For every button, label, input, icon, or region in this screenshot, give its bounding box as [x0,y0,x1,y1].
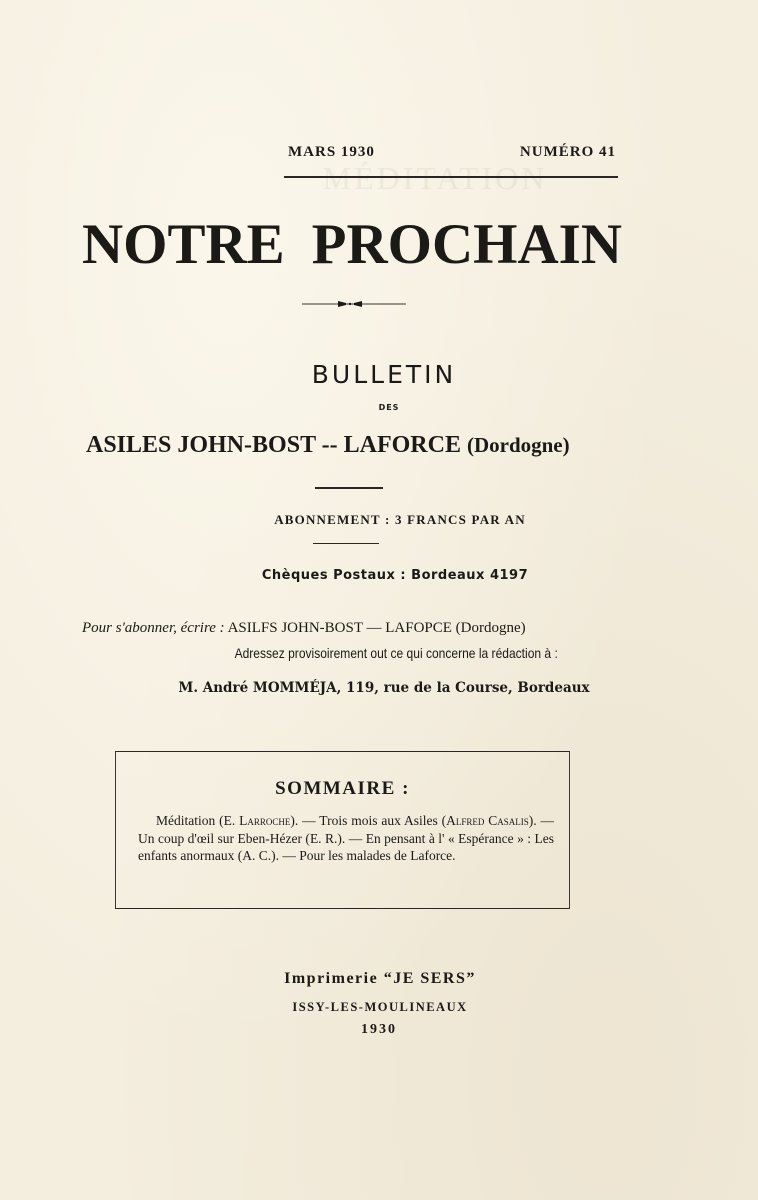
bulletin-des: DES [378,403,400,412]
section-rule-small [313,543,379,544]
toc-list [138,812,554,865]
toc-item: En pensant à l' « Espérance » : Les enfants anormaux (A. C.). — [138,830,554,864]
bleed-through-text [80,160,640,196]
masthead [288,144,616,161]
toc-item: Un coup d'œil sur Eben-Hézer (E. R.). — [138,830,366,846]
title-word-1: NOTRE [82,213,285,276]
toc-item: Méditation (E. Larroche). — [156,813,320,828]
editorial-note: Adressez provisoirement out ce qui concerne la rédaction à : [234,645,558,661]
printer-name: Imprimerie “JE SERS” [284,970,476,987]
postal-cheques: Chèques Postaux : Bordeaux 4197 [261,568,529,583]
ornament-divider-icon [302,296,406,312]
page-title [82,212,622,277]
subscription-instructions [82,620,642,637]
printer-city: ISSY-LES-MOULINEAUX [292,1000,468,1014]
subscription-prefix: Pour s'abonner, écrire : [82,620,225,636]
masthead-rule [284,176,618,178]
section-rule [315,487,383,489]
title-word-2: PROCHAIN [311,213,622,276]
toc-item: Pour les malades de Laforce. [299,848,456,864]
bleed-through-heading: MÉDITATION [322,160,548,196]
organization-name [86,432,626,459]
table-of-contents [115,751,570,909]
issue-number: NUMÉRO 41 [519,144,616,160]
printer-year: 1930 [361,1022,397,1037]
toc-item: Trois mois aux Asiles (Alfred Casalis). — [319,813,555,828]
organization-title: ASILES JOHN-BOST -- LAFORCE [86,432,461,458]
editor-address: M. André MOMMÉJA, 119, rue de la Course, Bordeaux [178,680,590,696]
toc-heading: SOMMAIRE : [275,778,410,799]
bulletin-label: BULLETIN [311,360,457,389]
subscription-price: ABONNEMENT : 3 FRANCS PAR AN [274,512,526,527]
organization-region: (Dordogne) [466,433,570,457]
issue-date: MARS 1930 [288,144,375,160]
subscription-address: ASILFS JOHN-BOST — LAFOPCE (Dordogne) [227,620,526,636]
